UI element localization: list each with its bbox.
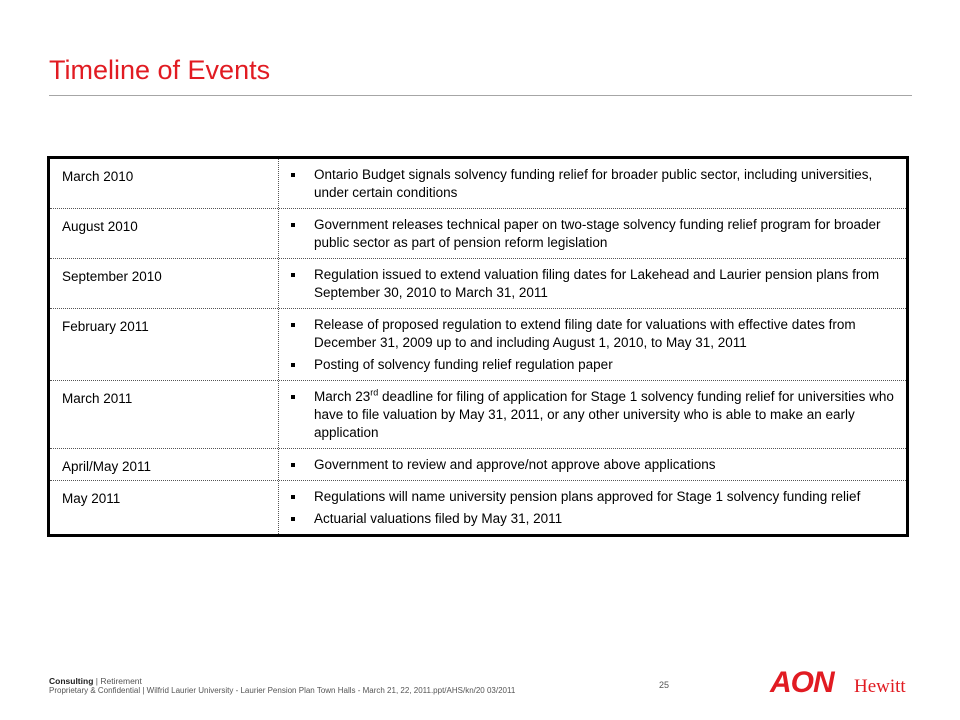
event-text: Release of proposed regulation to extend filing date for valuations with effective dates from December 31, 2009 up to and including August 1, 2010, to May 31, 2011	[314, 317, 856, 350]
footer-line-1	[49, 676, 515, 686]
square-bullet-icon	[291, 495, 295, 499]
slide-title: Timeline of Events	[49, 55, 271, 85]
event-text: Posting of solvency funding relief regulation paper	[314, 357, 613, 372]
footer	[49, 676, 515, 696]
timeline-date: February 2011	[50, 309, 279, 380]
timeline-events	[279, 481, 906, 534]
event-bullet	[279, 456, 898, 474]
timeline-row	[50, 159, 906, 208]
footer-consulting: Consulting	[49, 676, 94, 686]
event-bullet	[279, 316, 898, 352]
timeline-date: May 2011	[50, 481, 279, 534]
logo-hewitt-text: Hewitt	[854, 676, 906, 697]
event-bullet	[279, 166, 898, 202]
event-text: Actuarial valuations filed by May 31, 2011	[314, 511, 563, 526]
square-bullet-icon	[291, 395, 295, 399]
footer-retirement: | Retirement	[93, 676, 142, 686]
event-bullet	[279, 388, 898, 442]
page-number: 25	[659, 680, 670, 690]
event-text: Ontario Budget signals solvency funding relief for broader public sector, including universities, under certain conditions	[314, 167, 873, 200]
event-text: Government releases technical paper on two-stage solvency funding relief program for broader public sector as part of pension reform legislation	[314, 217, 881, 250]
timeline-date: August 2010	[50, 209, 279, 258]
event-text: Regulations will name university pension plans approved for Stage 1 solvency funding relief	[314, 489, 861, 504]
timeline-row	[50, 480, 906, 534]
event-bullet	[279, 216, 898, 252]
square-bullet-icon	[291, 363, 295, 367]
square-bullet-icon	[291, 273, 295, 277]
timeline-row	[50, 380, 906, 448]
event-text: Regulation issued to extend valuation filing dates for Lakehead and Laurier pension plans from September 30, 2010 to March 31, 2011	[314, 267, 880, 300]
square-bullet-icon	[291, 517, 295, 521]
event-text: March 23	[314, 389, 371, 404]
timeline-events	[279, 381, 906, 448]
timeline-row	[50, 448, 906, 480]
event-text: Government to review and approve/not approve above applications	[314, 457, 716, 472]
timeline-events	[279, 209, 906, 258]
event-bullet	[279, 266, 898, 302]
timeline-date: September 2010	[50, 259, 279, 308]
event-bullet	[279, 356, 898, 374]
timeline-events	[279, 449, 906, 480]
square-bullet-icon	[291, 323, 295, 327]
aon-hewitt-logo	[768, 662, 914, 698]
timeline-date: March 2010	[50, 159, 279, 208]
ordinal-suffix: rd	[370, 387, 379, 398]
timeline-row	[50, 208, 906, 258]
event-bullet	[279, 510, 898, 528]
footer-line-2: Proprietary & Confidential | Wilfrid Laurier University - Laurier Pension Plan Town Halls - March 21, 22, 2011.ppt/AHS/kn/20 03/2011	[49, 686, 516, 695]
timeline-row	[50, 258, 906, 308]
event-bullet	[279, 488, 898, 506]
title-divider	[49, 95, 912, 96]
square-bullet-icon	[291, 173, 295, 177]
timeline-date: March 2011	[50, 381, 279, 448]
timeline-events	[279, 159, 906, 208]
timeline-table	[47, 156, 909, 537]
timeline-events	[279, 259, 906, 308]
aon-logo-mark	[769, 666, 836, 698]
square-bullet-icon	[291, 463, 295, 467]
event-text-rest: deadline for filing of application for Stage 1 solvency funding relief for universities who have to file valuation by May 31, 2011, or any other university who is able to make an early application	[314, 389, 894, 440]
timeline-row	[50, 308, 906, 380]
timeline-date: April/May 2011	[50, 449, 279, 480]
timeline-events	[279, 309, 906, 380]
square-bullet-icon	[291, 223, 295, 227]
logo-mark-text: AON	[770, 666, 834, 698]
